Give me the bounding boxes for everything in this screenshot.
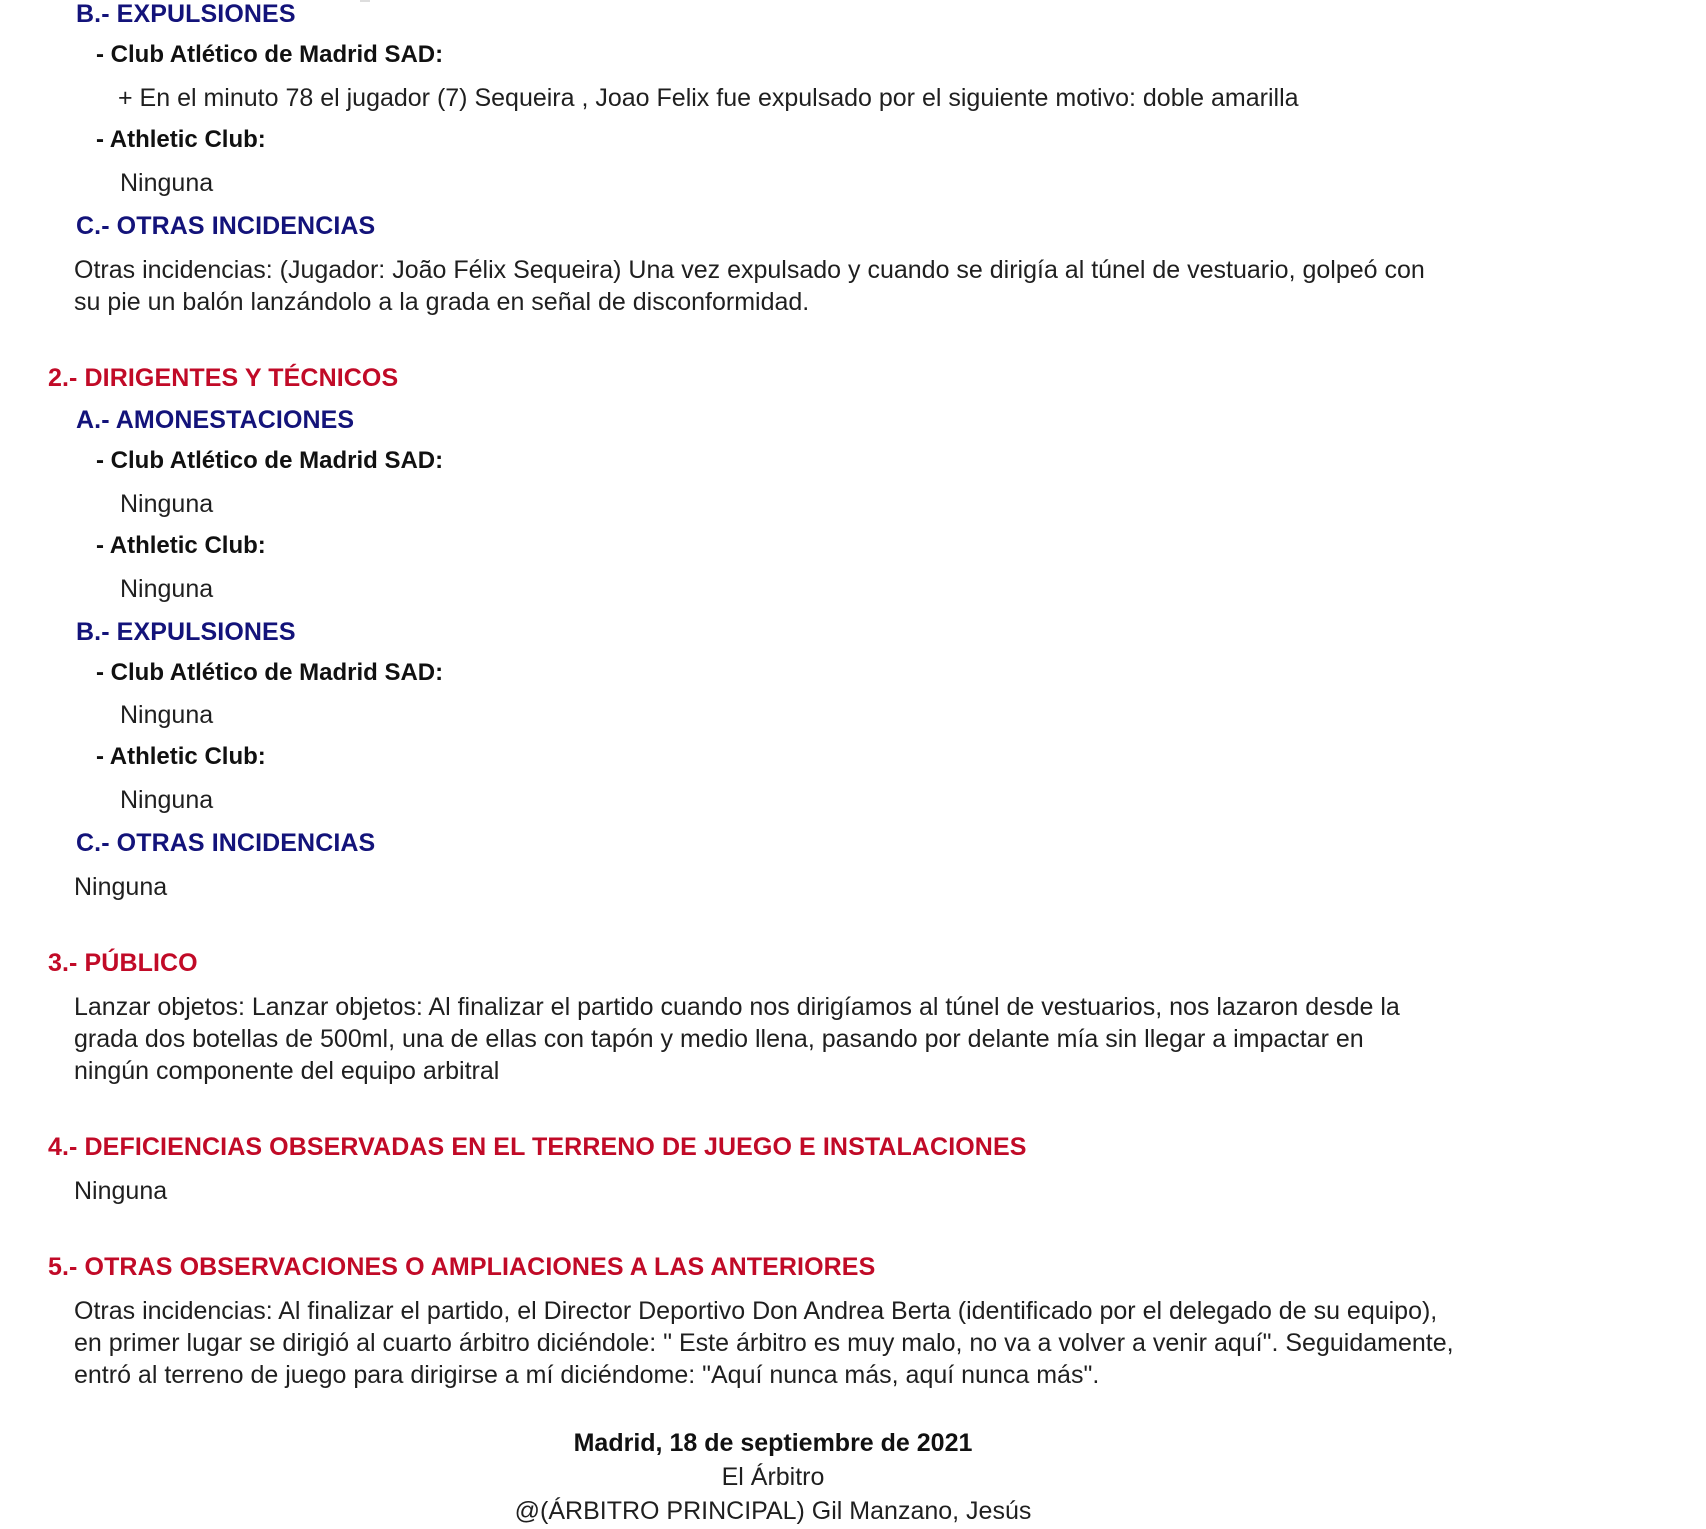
heading-expulsiones-dirigentes: B.- EXPULSIONES — [76, 617, 296, 646]
spacer — [0, 604, 1666, 618]
spacer — [0, 28, 1666, 42]
heading-otras-incidencias-jugadores: C.- OTRAS INCIDENCIAS — [76, 211, 376, 240]
signature-date: Madrid, 18 de septiembre de 2021 — [573, 1429, 973, 1458]
spacer — [0, 977, 1666, 991]
entry-atletico-expulsiones-dirigentes: Ninguna — [120, 701, 214, 730]
signature-block — [0, 1427, 1666, 1528]
spacer — [0, 771, 1666, 785]
heading-section-3: 3.- PÚBLICO — [48, 949, 198, 978]
heading-amonestaciones-dirigentes: A.- AMONESTACIONES — [76, 405, 355, 434]
entry-section-4: Ninguna — [74, 1177, 168, 1206]
spacer — [0, 903, 1666, 949]
club-label-athletic-amonestaciones-dirigentes: - Athletic Club: — [96, 531, 266, 559]
entry-athletic-expulsiones-dirigentes: Ninguna — [120, 786, 214, 815]
spacer — [0, 392, 1666, 406]
entry-athletic-expulsiones-jugadores: Ninguna — [120, 168, 214, 197]
spacer — [0, 240, 1666, 254]
signature-role: El Árbitro — [721, 1463, 825, 1491]
spacer — [0, 1207, 1666, 1253]
heading-section-5: 5.- OTRAS OBSERVACIONES O AMPLIACIONES A LAS ANTERIORES — [48, 1253, 876, 1282]
spacer — [0, 815, 1666, 829]
signature-name: @(ÁRBITRO PRINCIPAL) Gil Manzano, Jesús — [514, 1496, 1032, 1525]
spacer — [0, 646, 1666, 660]
spacer — [0, 154, 1666, 168]
spacer — [0, 1087, 1666, 1133]
spacer — [0, 1161, 1666, 1175]
text-section-5: Otras incidencias: Al finalizar el partido, el Director Deportivo Don Andrea Berta (identificado por el delegado de su equipo), en primer lugar se dirigió al cuarto árbitro diciéndole: " Este árbitro es muy malo, no va a volver a venir aquí". Seguidamente, entró al terreno de juego para dirigirse a mí diciéndome: "Aquí nunca más, aquí nunca más". — [74, 1297, 1454, 1390]
entry-atletico-expulsion-detail: + En el minuto 78 el jugador (7) Sequeira , Joao Felix fue expulsado por el siguiente motivo: doble amarilla — [118, 83, 1299, 112]
entry-athletic-amonestaciones-dirigentes: Ninguna — [120, 574, 214, 603]
club-label-atletico-expulsiones-jugadores: - Club Atlético de Madrid SAD: — [96, 41, 444, 68]
spacer — [0, 318, 1666, 364]
entry-otras-incidencias-dirigentes: Ninguna — [74, 873, 168, 902]
heading-expulsiones-jugadores: B.- EXPULSIONES — [76, 0, 296, 28]
spacer — [0, 69, 1666, 83]
entry-atletico-amonestaciones-dirigentes: Ninguna — [120, 489, 214, 518]
spacer — [0, 1281, 1666, 1295]
spacer — [0, 519, 1666, 533]
heading-section-2: 2.- DIRIGENTES Y TÉCNICOS — [48, 363, 399, 392]
scan-artifact — [360, 0, 370, 2]
heading-section-4: 4.- DEFICIENCIAS OBSERVADAS EN EL TERRENO DE JUEGO E INSTALACIONES — [48, 1133, 1027, 1162]
spacer — [0, 475, 1666, 489]
spacer — [0, 857, 1666, 871]
spacer — [0, 560, 1666, 574]
text-section-3-publico: Lanzar objetos: Lanzar objetos: Al finalizar el partido cuando nos dirigíamos al túnel de vestuarios, nos lazaron desde la grada dos botellas de 500ml, una de ellas con tapón y medio llena, pasando por delante mía sin llegar a impactar en ningún componente del equipo arbitral — [74, 993, 1400, 1086]
spacer — [0, 434, 1666, 448]
club-label-athletic-expulsiones-dirigentes: - Athletic Club: — [96, 743, 266, 771]
club-label-atletico-amonestaciones-dirigentes: - Club Atlético de Madrid SAD: — [96, 446, 444, 474]
spacer — [0, 686, 1666, 700]
club-label-athletic-expulsiones-jugadores: - Athletic Club: — [96, 125, 266, 153]
club-label-atletico-expulsiones-dirigentes: - Club Atlético de Madrid SAD: — [96, 658, 444, 686]
spacer — [0, 198, 1666, 212]
heading-otras-incidencias-dirigentes: C.- OTRAS INCIDENCIAS — [76, 829, 376, 858]
spacer — [0, 113, 1666, 127]
spacer — [0, 730, 1666, 744]
text-otras-incidencias-jugadores: Otras incidencias: (Jugador: João Félix Sequeira) Una vez expulsado y cuando se dirigía al túnel de vestuario, golpeó con su pie un balón lanzándolo a la grada en señal de disconformidad. — [74, 255, 1425, 316]
